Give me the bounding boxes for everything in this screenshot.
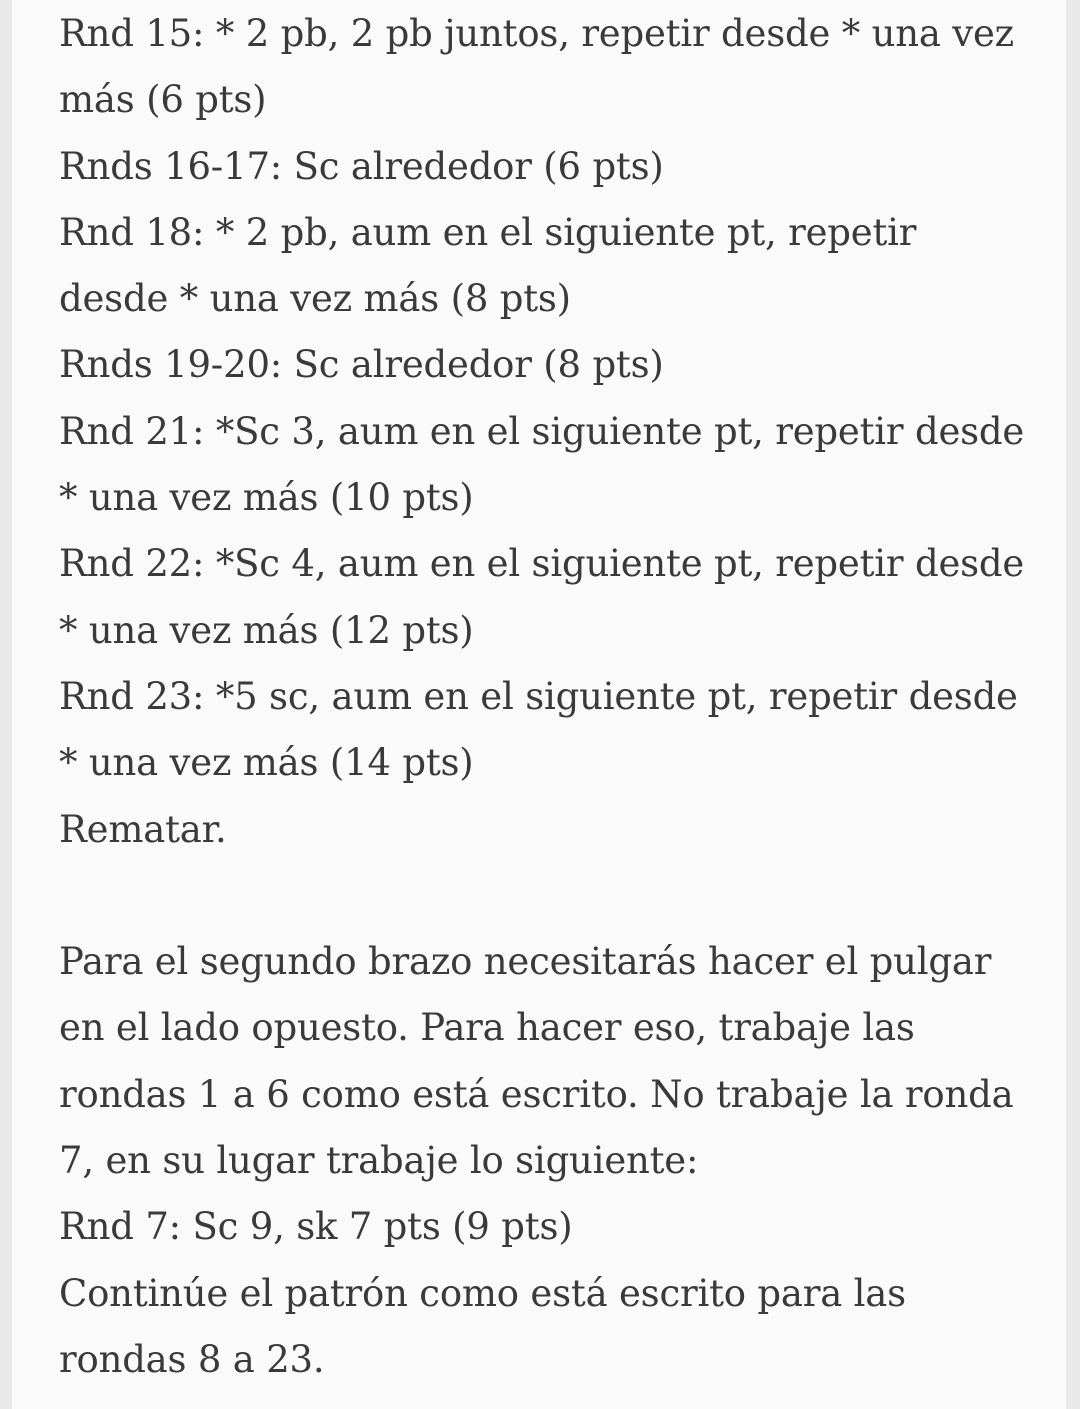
article-body — [59, 0, 1059, 1393]
text-line: desde * una vez más (8 pts) — [59, 277, 571, 321]
text-line: Rnds 19-20: Sc alrededor (8 pts) — [59, 343, 664, 387]
text-line: Rnd 7: Sc 9, sk 7 pts (9 pts) — [59, 1205, 573, 1249]
second-arm-paragraph — [59, 929, 1059, 1393]
text-line: 7, en su lugar trabaje lo siguiente: — [59, 1139, 699, 1183]
text-line: Rnd 15: * 2 pb, 2 pb juntos, repetir desde * una vez — [59, 12, 1014, 55]
text-line: Rnd 21: *Sc 3, aum en el siguiente pt, repetir desde — [59, 409, 1025, 453]
text-line: rondas 1 a 6 como está escrito. No trabaje la ronda — [59, 1072, 1014, 1116]
text-line: * una vez más (12 pts) — [59, 608, 474, 652]
text-line: Continúe el patrón como está escrito para las — [59, 1271, 906, 1315]
text-line: Rnds 16-17: Sc alrededor (6 pts) — [59, 144, 664, 188]
paragraph-spacer — [59, 863, 1059, 929]
text-line: rondas 8 a 23. — [59, 1337, 325, 1381]
text-line: en el lado opuesto. Para hacer eso, trabaje las — [59, 1006, 915, 1050]
text-line: Para el segundo brazo necesitarás hacer el pulgar — [59, 940, 992, 984]
text-line: * una vez más (10 pts) — [59, 476, 474, 520]
text-line: Rematar. — [59, 807, 227, 851]
text-line: Rnd 23: *5 sc, aum en el siguiente pt, repetir desde — [59, 674, 1018, 718]
text-line: * una vez más (14 pts) — [59, 741, 474, 785]
pattern-rounds-paragraph — [59, 1, 1059, 863]
text-line: Rnd 18: * 2 pb, aum en el siguiente pt, repetir — [59, 210, 917, 254]
text-line: Rnd 22: *Sc 4, aum en el siguiente pt, repetir desde — [59, 542, 1025, 586]
text-line: más (6 pts) — [59, 78, 267, 122]
